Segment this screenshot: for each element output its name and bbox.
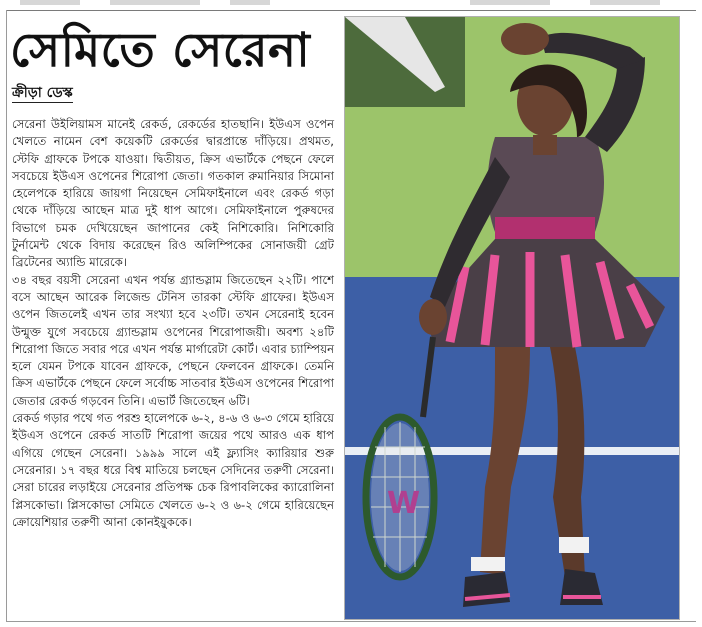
racket-logo: W — [387, 486, 421, 521]
article-byline: ক্রীড়া ডেস্ক — [12, 85, 73, 101]
bottom-border — [6, 621, 696, 622]
article-body — [12, 116, 334, 531]
previous-page-strip — [0, 0, 702, 8]
top-rule — [6, 10, 696, 11]
paragraph-3: রেকর্ড গড়ার পথে গত পরশু হালেপকে ৬-২, ৪-৬ ও ৬-৩ গেমে হারিয়ে ইউএস ওপেনে রেকর্ড সাতটি শিরোপা জয়ের পথে আরও এক ধাপ এগিয়ে গেছেন সেরেনা। ১৯৯৯ সালে এই ফ্ল্যাসিং ক্যারিয়ার শুরু সেরেনার। ১৭ বছর ধরে বিশ্ব মাতিয়ে চলছেন সেদিনের তরুণী সেরেনা। সেরা চারের লড়াইয়ে সেরেনার প্রতিপক্ষ চেক রিপাবলিকের ক্যারোলিনা প্লিসকোভা। প্লিসকোভা সেমিতে খেলতে ৬-২ ও ৬-২ গেমে হারিয়েছেন ক্রোয়েশিয়ার তরুণী আনা কোনইয়ুককে। — [12, 411, 334, 529]
tennis-player-illustration — [345, 17, 679, 619]
article-headline: সেমিতে সেরেনা — [10, 23, 311, 78]
paragraph-1: সেরেনা উইলিয়ামস মানেই রেকর্ড, রেকর্ডের হাতছানি। ইউএস ওপেন খেলতে নামেন বেশ কয়েকটি রেকর্ডের দ্বারপ্রান্তে দাঁড়িয়ে। প্রথমত, স্টেফি গ্রাফকে টপকে যাওয়া। দ্বিতীয়ত, ক্রিস এভার্টকে পেছনে ফেলে সবচেয়ে ইউএস ওপেনের শিরোপা জেতা। গতকাল রুমানিয়ার সিমোনা হেলেপকে হারিয়ে জায়গা নিয়েছেন সেমিফাইনালে এবং রেকর্ড গড়া থেকে দাঁড়িয়ে আছেন মাত্র দুই ধাপ আগে। সেমিফাইনালে পুরুষদের বিভাগে চমক দেখিয়েছেন জাপানের কেই নিশিকোরি। নিশিকোরি টুর্নামেন্ট থেকে বিদায় করেছেন রিও অলিম্পিকের সোনাজয়ী গ্রেট ব্রিটেনের অ্যান্ডি মারেকে। — [12, 117, 334, 270]
left-border — [6, 10, 7, 622]
article-photo — [344, 16, 680, 620]
paragraph-2: ৩৪ বছর বয়সী সেরেনা এখন পর্যন্ত গ্র্যান্ডস্লাম জিতেছেন ২২টি। পাশে বসে আছেন আরেক লিজেন্ড টেনিস তারকা স্টেফি গ্রাফের। ইউএস ওপেন জিতলেই এখন তার সংখ্যা হবে ২৩টি। তখন সেরেনাই হবেন উন্মুক্ত যুগে সবচেয়ে গ্র্যান্ডস্লাম ওপেনের শিরোপাজয়ী। অবশ্য ২৪টি শিরোপা জিতে সবার পরে এখন পর্যন্ত মার্গারেটা কোর্ট। এবার চ্যাম্পিয়ন হলে যেমন টপকে যাবেন গ্রাফকে, পেছনে ফেলবেন গ্রাফকে। তেমনি ক্রিস এভার্টকে পেছনে ফেলে সর্বোচ্চ সাতবার ইউএস ওপেনের শিরোপা জেতার রেকর্ড গড়বেন তিনি। এভার্ট জিতেছেন ৬টি। — [12, 272, 334, 408]
